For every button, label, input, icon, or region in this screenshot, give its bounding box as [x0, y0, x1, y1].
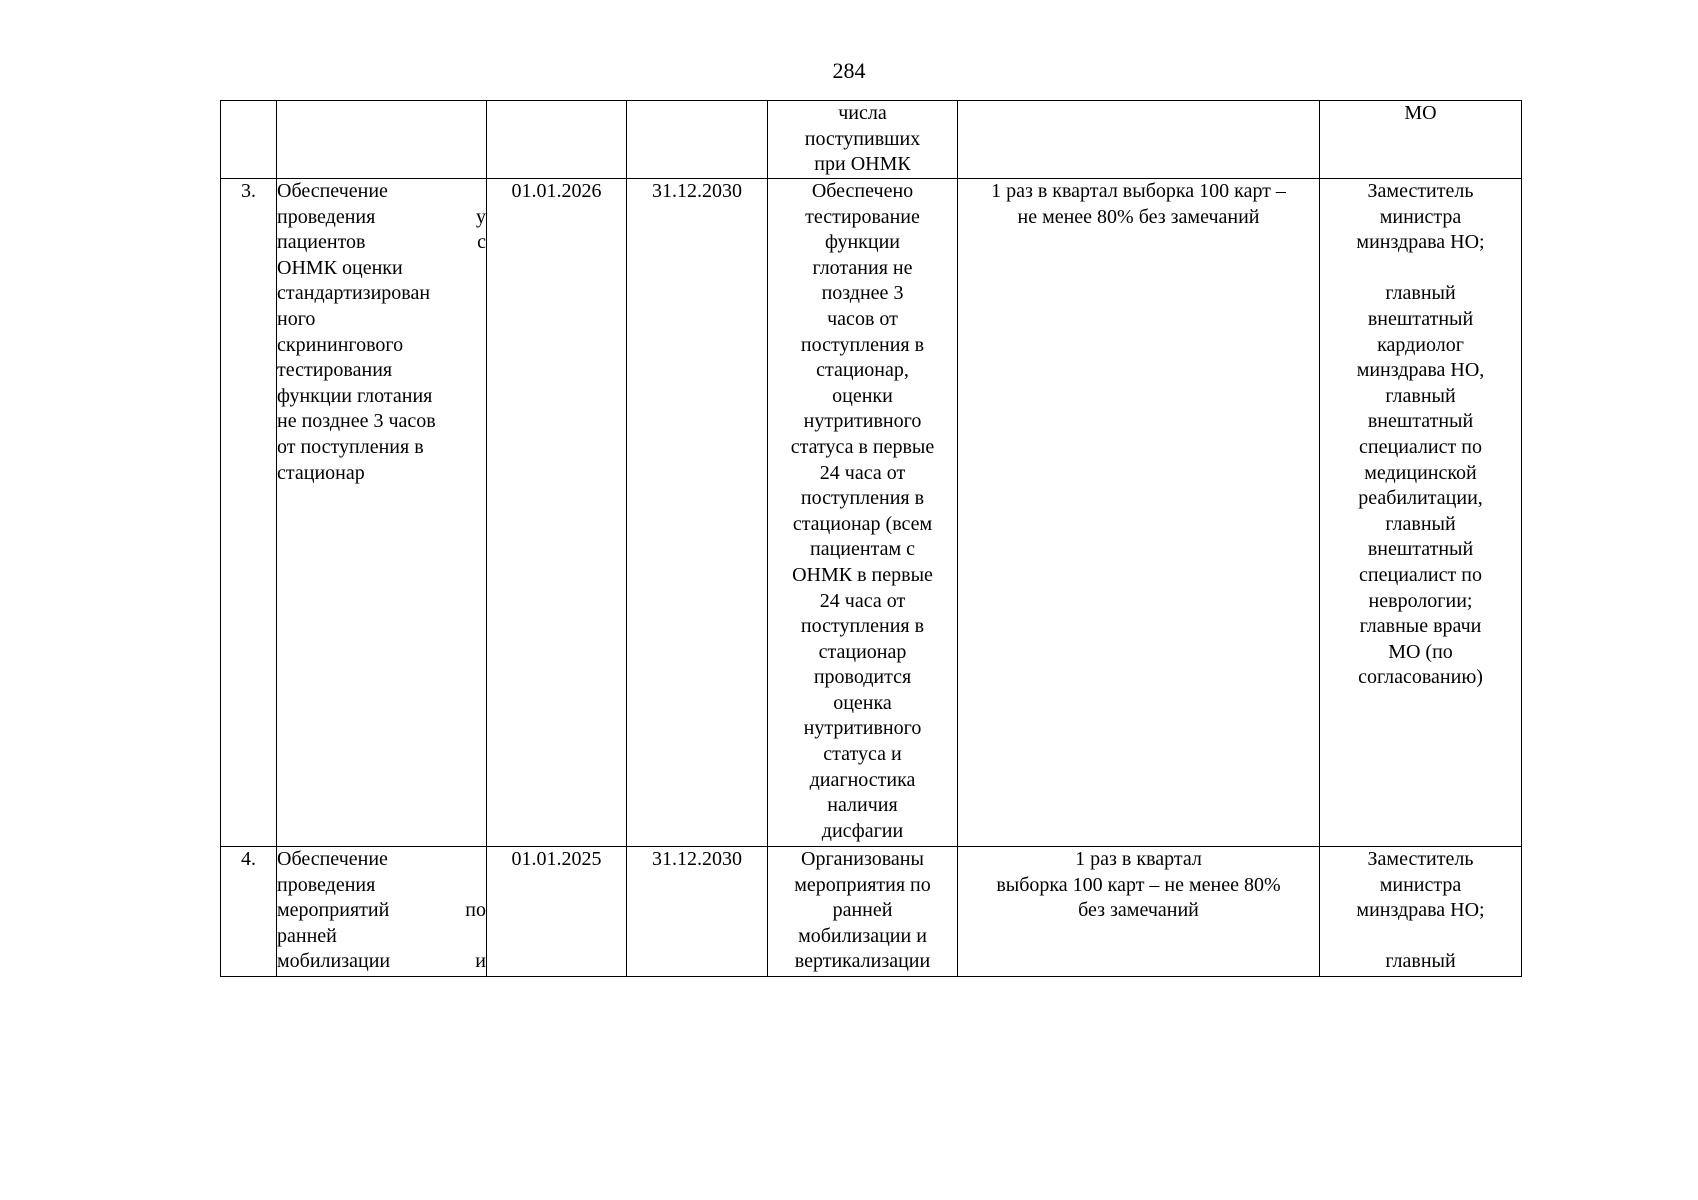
text-line: министра [1379, 205, 1462, 228]
start-date [487, 101, 627, 179]
text-line: тестирование [805, 205, 920, 228]
text-line: проведения у [277, 205, 486, 228]
text-line: 24 часа от [819, 461, 906, 484]
text-line: глотания не [812, 256, 913, 279]
row-number [221, 101, 277, 179]
text-line: оценки [832, 384, 893, 407]
start-date: 01.01.2025 [487, 847, 627, 977]
task-cell [277, 101, 487, 179]
text-line: Обеспечение [277, 848, 388, 870]
text-line: позднее 3 [821, 282, 904, 305]
text-line: скринингового [277, 333, 404, 356]
text-line: внештатный [1367, 307, 1474, 330]
text-line: числа [838, 102, 887, 124]
text-line: проводится [813, 666, 912, 689]
text-line: поступления в [800, 333, 925, 356]
text-line: Обеспечение [277, 180, 388, 202]
text-line: часов от [827, 307, 898, 330]
responsible-cell [1320, 101, 1522, 179]
text-line: нутритивного [803, 410, 922, 433]
responsible-cell [1320, 847, 1522, 977]
text-line: Организованы [801, 848, 924, 870]
text-line: главный [1385, 384, 1456, 407]
text-line: 1 раз в квартал выборка 100 карт – [991, 180, 1286, 202]
end-date: 31.12.2030 [627, 847, 768, 977]
text-line: главный [1385, 282, 1456, 305]
text-line: проведения [277, 873, 376, 896]
text-line: главный [1385, 950, 1456, 973]
text-line: мобилизации и [277, 950, 486, 973]
text-line: ОНМК оценки [277, 256, 403, 279]
text-line: Заместитель [1367, 848, 1474, 870]
result-cell [768, 101, 958, 179]
text-line: не позднее 3 часов [277, 410, 436, 433]
text-line: от поступления в [277, 435, 424, 458]
indicator-cell [958, 179, 1320, 847]
table-row [221, 179, 1522, 847]
text-line: согласованию) [1358, 666, 1483, 689]
text-line: без замечаний [1078, 899, 1199, 922]
text-line: ранней [832, 899, 893, 922]
text-line: минздрава НО; [1356, 899, 1485, 922]
text-line: ОНМК в первые [792, 563, 933, 586]
text-line: Заместитель [1367, 180, 1474, 202]
text-line: пациентам с [810, 538, 915, 561]
indicator-cell [958, 847, 1320, 977]
text-line: пациентов с [277, 231, 486, 254]
text-line: поступления в [800, 615, 925, 638]
text-line: оценка [833, 691, 892, 714]
text-line: нутритивного [803, 717, 922, 740]
text-line: медицинской [1364, 461, 1477, 484]
text-line: функции [825, 231, 900, 254]
responsible-cell [1320, 179, 1522, 847]
text-line: реабилитации, [1358, 487, 1483, 510]
row-number: 3. [221, 179, 277, 847]
text-line: стационар [818, 640, 907, 663]
text-line: МО (по [1388, 640, 1453, 663]
text-line: статуса в первые [790, 435, 935, 458]
indicator-cell [958, 101, 1320, 179]
text-line: внештатный [1367, 410, 1474, 433]
task-cell [277, 847, 487, 977]
text-line: Обеспечено [811, 180, 914, 202]
text-line: 24 часа от [819, 589, 906, 612]
text-line: не менее 80% без замечаний [1017, 205, 1260, 228]
page-number: 284 [832, 58, 866, 83]
text-line: диагностика [809, 768, 916, 791]
text-line: минздрава НО; [1356, 231, 1485, 254]
text-line: при ОНМК [814, 153, 911, 176]
text-line: поступивших [804, 127, 921, 150]
text-line: главный [1385, 512, 1456, 535]
text-line: 1 раз в квартал [1075, 848, 1202, 870]
table-row [221, 847, 1522, 977]
text-line: дисфагии [821, 819, 904, 842]
text-line: кардиолог [1377, 333, 1464, 356]
text-line: специалист по [1359, 563, 1482, 586]
text-line: минздрава НО, [1356, 359, 1485, 382]
text-line: внештатный [1367, 538, 1474, 561]
text-line: выборка 100 карт – не менее 80% [996, 873, 1281, 896]
result-cell [768, 179, 958, 847]
task-cell [277, 179, 487, 847]
text-line: мобилизации и [798, 924, 927, 947]
text-line: стационар, [816, 359, 909, 382]
end-date [627, 101, 768, 179]
text-line: министра [1379, 873, 1462, 896]
text-line: неврологии; [1368, 589, 1473, 612]
plan-table [220, 100, 1522, 977]
result-cell [768, 847, 958, 977]
text-line: МО [1404, 102, 1437, 124]
table-row [221, 101, 1522, 179]
text-line: мероприятий по [277, 899, 486, 922]
text-line: функции глотания [277, 384, 433, 407]
blank-line [1320, 256, 1521, 282]
text-line: тестирования [277, 359, 393, 382]
start-date: 01.01.2026 [487, 179, 627, 847]
blank-line [1320, 924, 1521, 950]
text-line: специалист по [1359, 435, 1482, 458]
text-line: ранней [277, 924, 337, 947]
text-line: ного [277, 307, 316, 330]
text-line: наличия [827, 794, 898, 817]
text-line: стационар (всем [792, 512, 933, 535]
text-line: вертикализации [794, 950, 931, 973]
text-line: поступления в [800, 487, 925, 510]
text-line: стационар [277, 461, 365, 484]
text-line: мероприятия по [794, 873, 931, 896]
row-number: 4. [221, 847, 277, 977]
text-line: главные врачи [1359, 615, 1482, 638]
text-line: статуса и [823, 743, 902, 766]
text-line: стандартизирован [277, 282, 431, 305]
end-date: 31.12.2030 [627, 179, 768, 847]
